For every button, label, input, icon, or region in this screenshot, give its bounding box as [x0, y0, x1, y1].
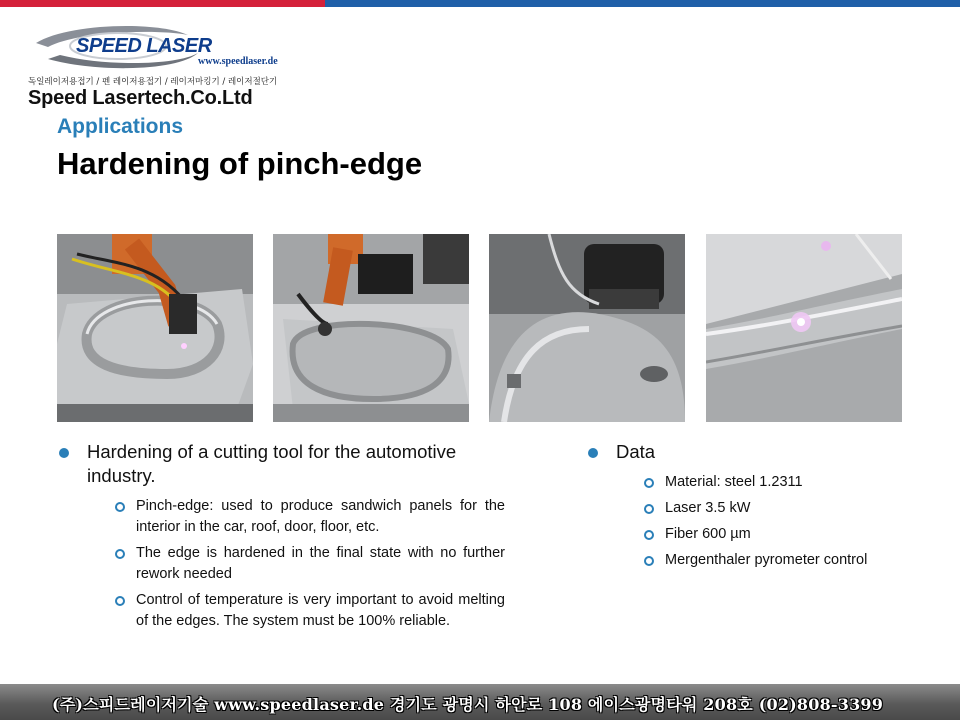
- ring-bullet-icon: [115, 549, 125, 559]
- photo-4: [706, 234, 902, 422]
- footer-contact-text: (주)스피드레이저기술 www.speedlaser.de 경기도 광명시 하안로 108 에이스광명타워 208호 (02)808-3399: [52, 695, 884, 714]
- right-sub-text: Material: steel 1.2311: [665, 474, 803, 490]
- top-bar-red: [0, 0, 325, 7]
- left-main-text: Hardening of a cutting tool for the automotive industry.: [87, 441, 457, 486]
- right-sub-item: [643, 498, 876, 519]
- left-sub-item: [114, 543, 505, 585]
- left-sub-text: The edge is hardened in the final state with no further rework needed: [136, 545, 505, 582]
- ring-bullet-icon: [644, 556, 654, 566]
- right-sub-item: [643, 472, 876, 493]
- left-sub-item: [114, 496, 505, 538]
- logo-company-name: Speed Lasertech.Co.Ltd: [28, 87, 253, 109]
- photo-1: [57, 234, 253, 422]
- footer-bar: [0, 684, 960, 720]
- right-sub-text: Laser 3.5 kW: [665, 500, 751, 516]
- right-sub-item: [643, 550, 876, 571]
- right-sub-text: Mergenthaler pyrometer control: [665, 552, 868, 568]
- logo-url: www.speedlaser.de: [198, 56, 278, 67]
- left-sub-list: [114, 496, 505, 632]
- top-bar-blue: [325, 0, 960, 7]
- logo-brand: SPEED LASER: [76, 35, 212, 57]
- slide-title: Hardening of pinch-edge: [57, 146, 423, 181]
- ring-bullet-icon: [115, 502, 125, 512]
- right-main-text: Data: [616, 441, 656, 462]
- ring-bullet-icon: [644, 504, 654, 514]
- right-sub-list: [643, 472, 876, 571]
- right-bullet-list: [586, 440, 876, 576]
- section-heading: Applications: [57, 115, 184, 138]
- left-sub-text: Control of temperature is very important to avoid melting of the edges. The system must be 100% reliable.: [136, 592, 505, 629]
- right-sub-text: Fiber 600 µm: [665, 526, 751, 542]
- left-main-bullet: [57, 440, 505, 488]
- company-logo: [8, 13, 306, 110]
- ring-bullet-icon: [115, 596, 125, 606]
- photo-3: [489, 234, 685, 422]
- left-sub-item: [114, 590, 505, 632]
- ring-bullet-icon: [644, 530, 654, 540]
- bullet-dot-icon: [59, 448, 69, 458]
- left-bullet-list: [57, 440, 505, 637]
- logo-products: 독일레이저용접기 / 펜 레이저용접기 / 레이저마킹기 / 레이저절단기: [28, 77, 278, 87]
- right-main-bullet: [586, 440, 876, 464]
- bullet-dot-icon: [588, 448, 598, 458]
- top-color-bar: [0, 0, 960, 7]
- photo-2: [273, 234, 469, 422]
- left-sub-text: Pinch-edge: used to produce sandwich panels for the interior in the car, roof, door, floor, etc.: [136, 498, 505, 535]
- right-sub-item: [643, 524, 876, 545]
- ring-bullet-icon: [644, 478, 654, 488]
